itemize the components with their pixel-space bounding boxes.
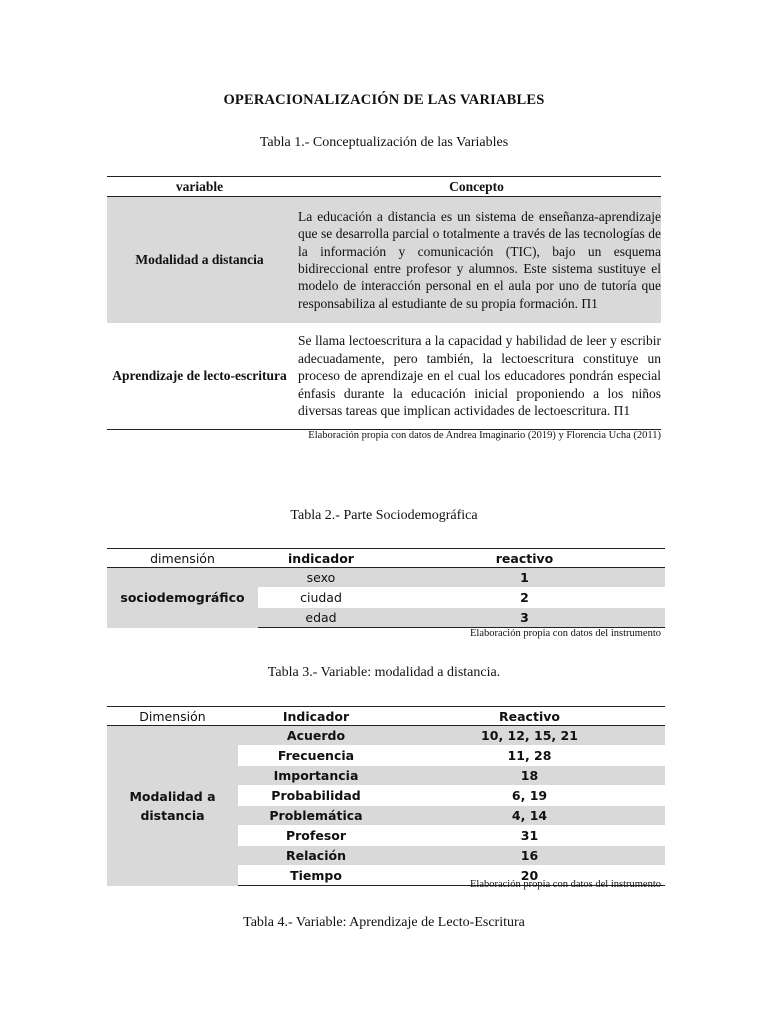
table1-concept-cell: La educación a distancia es un sistema de enseñanza-aprendizaje que se desarrolla parcial o totalmente a través de las tecnologías de la información y comunicación (TIC), bajo un esquema bidireccional entre profesor y alumnos. Este sistema sustituye el modelo de interacción personal en el aula por uno de tutoría que responsabiliza al estudiante de su propia formación. Π1 xyxy=(292,197,661,324)
table1-concept-cell: Se llama lectoescritura a la capacidad y habilidad de leer y escribir adecuadamente, pero también, la lectoescritura constituye un proceso de aprendizaje en el cual los educadores pondrán especial énfasis durante la educación inicial proponiendo a los niños diversas tareas que implican actividades de lectoescritura. Π1 xyxy=(292,323,661,430)
table-row xyxy=(107,568,665,588)
table2-header-reactivo: reactivo xyxy=(384,549,665,568)
table-row xyxy=(107,323,661,430)
table3-caption: Tabla 3.- Variable: modalidad a distancia. xyxy=(267,665,501,680)
table3-header-dimension: Dimensión xyxy=(107,707,238,726)
table2 xyxy=(107,548,665,628)
table3-indicador-cell: Profesor xyxy=(238,826,394,846)
table2-header-dimension: dimensión xyxy=(107,549,258,568)
table1-caption: Tabla 1.- Conceptualización de las Variables xyxy=(259,135,509,150)
table1 xyxy=(107,176,661,430)
page-title: OPERACIONALIZACIÓN DE LAS VARIABLES xyxy=(223,92,545,108)
table4-caption: Tabla 4.- Variable: Aprendizaje de Lecto-Escritura xyxy=(243,915,525,930)
table3-indicador-cell: Tiempo xyxy=(238,866,394,886)
table2-dimension-cell: sociodemográfico xyxy=(107,568,258,628)
table3-indicador-cell: Acuerdo xyxy=(238,726,394,746)
table1-header-variable: variable xyxy=(107,177,292,197)
table2-reactivo-cell: 1 xyxy=(384,568,665,588)
table2-reactivo-cell: 2 xyxy=(384,588,665,608)
table2-header-indicador: indicador xyxy=(258,549,384,568)
table1-source-note: Elaboración propia con datos de Andrea Imaginario (2019) y Florencia Ucha (2011) xyxy=(308,430,661,441)
table1-header-concepto: Concepto xyxy=(292,177,661,197)
table2-caption: Tabla 2.- Parte Sociodemográfica xyxy=(290,508,478,523)
table3-reactivo-cell: 20 xyxy=(394,866,665,886)
table3-reactivo-cell: 11, 28 xyxy=(394,746,665,766)
table3-indicador-cell: Relación xyxy=(238,846,394,866)
table3-header-indicador: Indicador xyxy=(238,707,394,726)
table2-reactivo-cell: 3 xyxy=(384,608,665,628)
table2-indicador-cell: edad xyxy=(258,608,384,628)
table1-variable-cell: Modalidad a distancia xyxy=(107,197,292,324)
table1-variable-cell: Aprendizaje de lecto-escritura xyxy=(107,323,292,430)
table3-indicador-cell: Importancia xyxy=(238,766,394,786)
table3-dimension-cell xyxy=(107,726,238,886)
table3 xyxy=(107,706,665,886)
table3-indicador-cell: Frecuencia xyxy=(238,746,394,766)
table2-source-note: Elaboración propia con datos del instrumento xyxy=(470,628,661,639)
table3-header-reactivo: Reactivo xyxy=(394,707,665,726)
table3-source-note: Elaboración propia con datos del instrumento xyxy=(470,879,661,890)
table3-reactivo-cell: 16 xyxy=(394,846,665,866)
table3-dimension-line2: distancia xyxy=(140,807,205,823)
table3-indicador-cell: Problemática xyxy=(238,806,394,826)
table3-reactivo-cell: 18 xyxy=(394,766,665,786)
table3-indicador-cell: Probabilidad xyxy=(238,786,394,806)
table3-reactivo-cell: 4, 14 xyxy=(394,806,665,826)
table2-indicador-cell: ciudad xyxy=(258,588,384,608)
table3-dimension-line1: Modalidad a xyxy=(129,788,216,804)
table3-reactivo-cell: 10, 12, 15, 21 xyxy=(394,726,665,746)
table3-reactivo-cell: 31 xyxy=(394,826,665,846)
table-row xyxy=(107,726,665,746)
table3-reactivo-cell: 6, 19 xyxy=(394,786,665,806)
table2-indicador-cell: sexo xyxy=(258,568,384,588)
table-row xyxy=(107,197,661,324)
